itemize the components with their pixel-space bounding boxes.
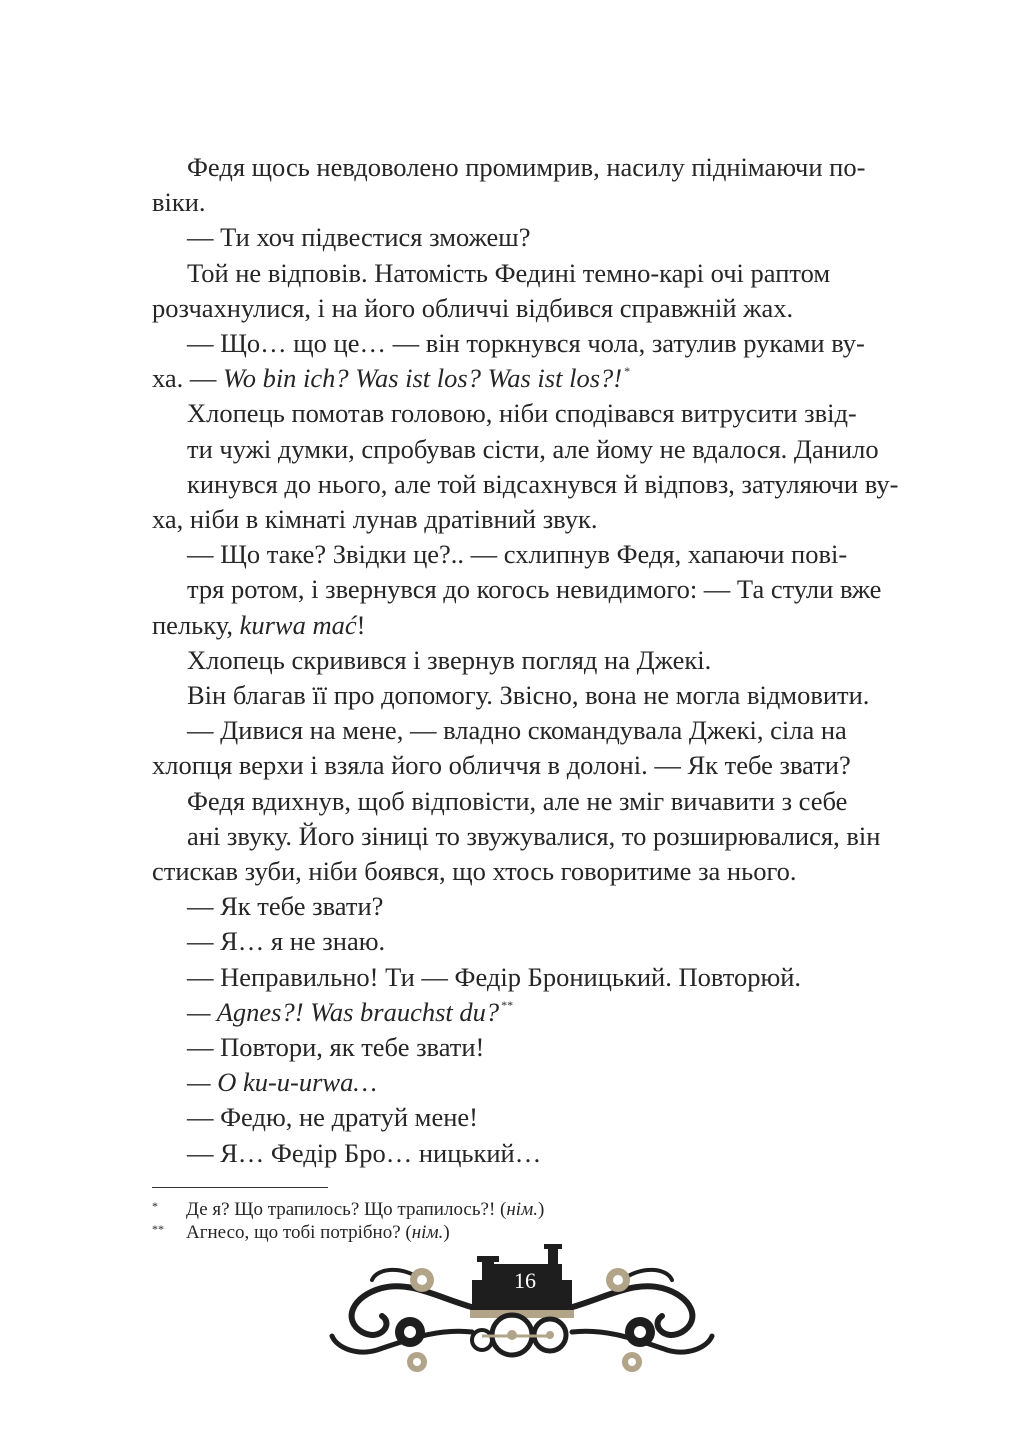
footnote-lang: нім. xyxy=(411,1222,444,1243)
paragraph xyxy=(152,1030,908,1065)
footnote-text: Агнесо, що тобі потрібно? ( xyxy=(186,1222,412,1243)
text-line: Він благав її про допомогу. Звісно, вона не могла відмовити. xyxy=(187,680,870,711)
paragraph xyxy=(152,924,908,959)
text-line: — Я… я не знаю. xyxy=(187,926,386,957)
text-line: — Повтори, як тебе звати! xyxy=(187,1032,485,1063)
locomotive-icon xyxy=(470,1244,574,1355)
paragraph xyxy=(152,889,908,924)
text-line: розчахнулися, і на його обличчі відбився справжній жах. xyxy=(152,292,794,323)
text-line: кинувся до нього, але той відсахнувся й відповз, затуляючи ву- xyxy=(187,468,899,499)
locomotive-ornament-icon xyxy=(322,1240,722,1380)
footnote-ref[interactable]: ** xyxy=(501,997,514,1012)
footnote-mark: ** xyxy=(152,1222,164,1236)
paragraph xyxy=(152,995,908,1030)
text-line: — Що таке? Звідки це?.. — схлипнув Федя, хапаючи пові- xyxy=(187,539,848,570)
paragraph xyxy=(152,643,908,678)
paragraph xyxy=(152,537,908,643)
text-line: ти чужі думки, спробував сісти, але йому не вдалося. Данило xyxy=(187,433,879,464)
text-line: стискав зуби, ніби боявся, що хтось говоритиме за нього. xyxy=(152,856,797,887)
paragraph xyxy=(152,678,908,713)
text-line: Той не відповів. Натомість Федині темно-карі очі раптом xyxy=(187,257,831,288)
text-line: віки. xyxy=(152,187,206,218)
footnote-text: ) xyxy=(537,1199,545,1220)
text-line: ані звуку. Його зіниці то звужувалися, то розширювалися, він xyxy=(187,820,881,851)
text-line: — Ти хоч підвестися зможеш? xyxy=(187,222,531,253)
footnotes xyxy=(152,1198,912,1244)
footnote-divider xyxy=(152,1187,328,1188)
footnote xyxy=(152,1198,912,1221)
text-line: — Як тебе звати? xyxy=(187,891,384,922)
text-line: Хлопець помотав головою, ніби сподівався витрусити звід- xyxy=(187,398,857,429)
text-line: тря ротом, і звернувся до когось невидимого: — Та стули вже xyxy=(187,574,882,605)
text-line: ! xyxy=(356,609,366,640)
paragraph xyxy=(152,784,908,890)
text-line: Федя щось невдоволено промимрив, насилу піднімаючи по- xyxy=(187,152,866,182)
paragraph xyxy=(152,713,908,783)
paragraph xyxy=(152,1100,908,1135)
polish-phrase: — O ku-u-urwa… xyxy=(187,1067,377,1098)
paragraph xyxy=(152,960,908,995)
text-line: Хлопець скривився і звернув погляд на Джекі. xyxy=(187,644,712,675)
paragraph xyxy=(152,1136,908,1171)
text-line: пельку, xyxy=(152,609,240,640)
text-line: — Я… Федір Бро… ницький… xyxy=(187,1137,542,1168)
body-text xyxy=(152,150,908,1171)
footnote-lang: нім. xyxy=(506,1199,538,1220)
text-line: Федя вдихнув, щоб відповісти, але не зміг вичавити з себе xyxy=(187,785,848,816)
text-line: — Неправильно! Ти — Федір Броницький. Повторюй. xyxy=(187,961,802,992)
paragraph xyxy=(152,396,908,537)
paragraph xyxy=(152,256,908,326)
paragraph xyxy=(152,150,908,220)
text-line: ха. — xyxy=(152,363,224,394)
page-number: 16 xyxy=(514,1268,536,1293)
text-line: хлопця верхи і взяла його обличчя в долоні. — Як тебе звати? xyxy=(152,750,851,781)
footnote-ref[interactable]: * xyxy=(624,364,631,379)
text-line: — Дивися на мене, — владно скомандувала Джекі, сіла на xyxy=(187,715,847,746)
text-line: — Що… що це… — він торкнувся чола, затулив руками ву- xyxy=(187,328,865,359)
paragraph xyxy=(152,220,908,255)
footnote-text: Де я? Що трапилось? Що трапилось?! ( xyxy=(186,1199,507,1220)
text-line: ха, ніби в кімнаті лунав дратівний звук. xyxy=(152,504,598,535)
footnote-text: ) xyxy=(443,1222,450,1243)
polish-phrase: kurwa mać xyxy=(239,609,357,640)
footnote-mark: * xyxy=(152,1199,158,1213)
german-quote: Wo bin ich? Was ist los? Was ist los?! xyxy=(223,363,623,394)
paragraph xyxy=(152,1065,908,1100)
paragraph xyxy=(152,326,908,396)
german-quote: — Agnes?! Was brauchst du? xyxy=(187,996,500,1027)
text-line: — Федю, не дратуй мене! xyxy=(187,1102,478,1133)
